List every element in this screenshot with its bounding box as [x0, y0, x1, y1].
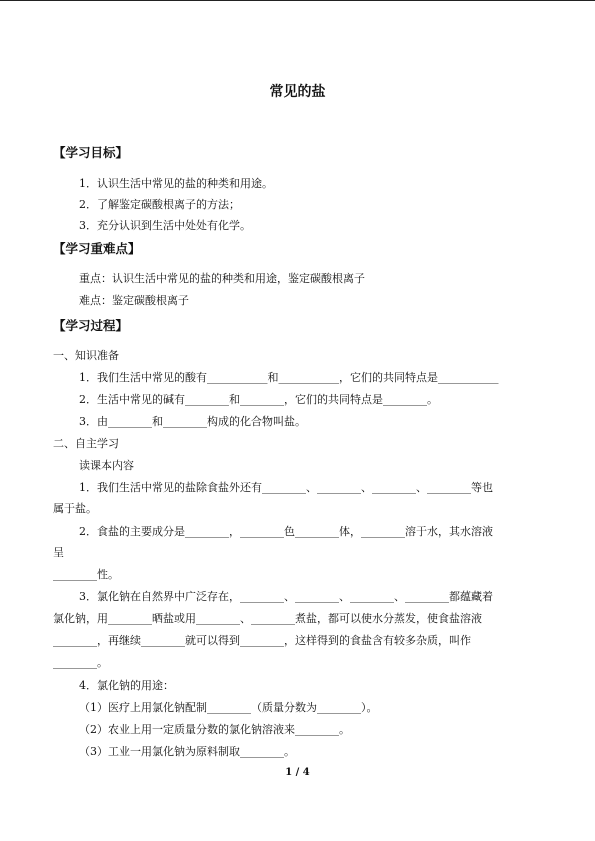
question-line: 属于盐。 — [53, 502, 97, 515]
question-line: 4．氯化钠的用途： — [79, 679, 174, 692]
question-line: 2．生活中常见的碱有________和________，它们的共同特点是________。 — [79, 393, 438, 406]
read-instruction: 读课本内容 — [79, 459, 134, 472]
key-point-difficulty: 难点：鉴定碳酸根离子 — [79, 294, 189, 307]
question-line: 1．我们生活中常见的酸有___________和___________，它们的共同特点是___________ — [79, 371, 499, 384]
part-heading: 一、知识准备 — [53, 349, 119, 362]
key-point-focus: 重点：认识生活中常见的盐的种类和用途，鉴定碳酸根离子 — [79, 272, 365, 285]
page-number: 1 / 4 — [285, 767, 310, 778]
question-line: 2．食盐的主要成分是________，________色________体，________溶于水，其水溶液 — [79, 525, 493, 538]
question-line: 3．由________和________构成的化合物叫盐。 — [79, 415, 306, 428]
sub-question-line: （2）农业上用一定质量分数的氯化钠溶液来________。 — [79, 723, 350, 736]
top-border-line — [0, 0, 595, 1]
question-line: ________性。 — [53, 568, 119, 581]
question-line: ________。 — [53, 656, 108, 669]
goal-item: 3．充分认识到生活中处处有化学。 — [79, 219, 251, 232]
part-heading: 二、自主学习 — [53, 437, 119, 450]
goal-item: 2．了解鉴定碳酸根离子的方法； — [79, 198, 240, 211]
sub-question-line: （1）医疗上用氯化钠配制________（质量分数为________）。 — [79, 701, 378, 714]
sub-question-line: （3）工业一用氯化钠为原料制取________。 — [79, 745, 295, 758]
goal-item: 1．认识生活中常见的盐的种类和用途。 — [79, 177, 273, 190]
question-line: 3．氯化钠在自然界中广泛存在，________、________、________、________都蕴藏着 — [79, 590, 493, 603]
question-line: 氯化钠，用________晒盐或用________、________煮盐，都可以使水分蒸发，使食盐溶液 — [53, 612, 482, 625]
section-heading-process: 【学习过程】 — [53, 318, 129, 333]
question-line: 1．我们生活中常见的盐除食盐外还有________、________、________、________等也 — [79, 481, 493, 494]
section-heading-key-points: 【学习重难点】 — [53, 241, 141, 256]
page-title: 常见的盐 — [269, 84, 326, 100]
question-line: 呈 — [53, 546, 64, 559]
question-line: ________，再继续________就可以得到________，这样得到的食盐含有较多杂质，叫作 — [53, 634, 471, 647]
section-heading-goals: 【学习目标】 — [53, 145, 129, 160]
